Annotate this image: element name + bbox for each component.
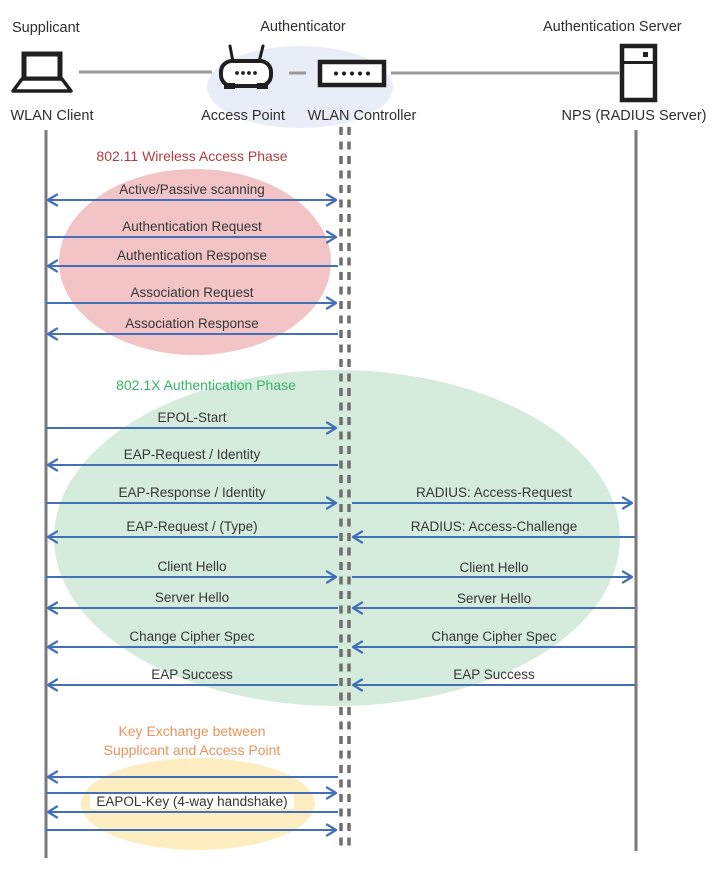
message-label: EAP-Request / (Type)	[126, 519, 258, 534]
phase3-title	[46, 722, 338, 760]
eapol-key-text: EAPOL-Key (4-way handshake)	[90, 794, 293, 809]
message-label: EAP-Request / Identity	[123, 447, 261, 462]
phase2-title: 802.1X Authentication Phase	[116, 377, 296, 393]
message-label: EPOL-Start	[157, 410, 227, 425]
role-supplicant: Supplicant	[12, 20, 80, 36]
laptop-icon	[13, 54, 71, 91]
role-authenticator: Authenticator	[260, 19, 346, 35]
server-icon	[622, 46, 655, 100]
phase3-title-line1: Key Exchange between	[118, 723, 266, 739]
wlan-controller-icon	[320, 62, 384, 85]
node-label-wlan-client: WLAN Client	[10, 108, 94, 124]
message-label: RADIUS: Access-Request	[415, 485, 573, 500]
message-label: Change Cipher Spec	[431, 629, 557, 644]
message-label: Client Hello	[459, 560, 529, 575]
message-label: Active/Passive scanning	[119, 182, 265, 197]
message-label: Client Hello	[157, 559, 227, 574]
node-label-access-point: Access Point	[201, 108, 285, 124]
message-label: RADIUS: Access-Challenge	[410, 519, 578, 534]
message-label: Change Cipher Spec	[129, 629, 255, 644]
message-label: Server Hello	[154, 590, 230, 605]
message-label: Association Response	[125, 316, 259, 331]
message-label: Association Request	[130, 285, 254, 300]
message-label: EAP Success	[453, 667, 535, 682]
message-label: EAP-Response / Identity	[118, 485, 266, 500]
message-label-eapol-key	[46, 794, 338, 809]
message-label: Authentication Request	[122, 219, 262, 234]
message-label: Server Hello	[456, 591, 532, 606]
phase1-title: 802.11 Wireless Access Phase	[96, 148, 288, 164]
node-label-nps-radius-server: NPS (RADIUS Server)	[561, 108, 707, 124]
node-label-wlan-controller: WLAN Controller	[307, 108, 417, 124]
message-label: EAP Success	[151, 667, 233, 682]
role-authentication-server: Authentication Server	[543, 19, 682, 35]
message-label: Authentication Response	[116, 248, 268, 263]
phase3-title-line2: Supplicant and Access Point	[103, 742, 281, 758]
